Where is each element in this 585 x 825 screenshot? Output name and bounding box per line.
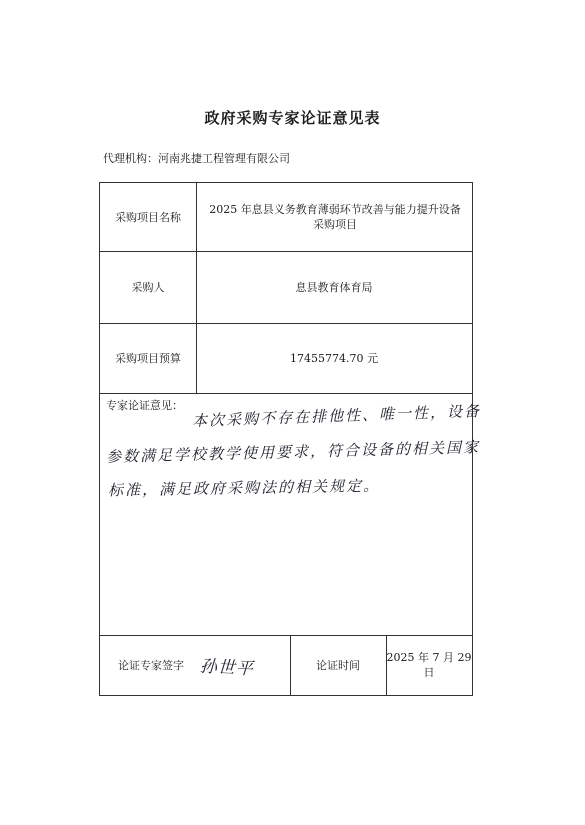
opinion-handwriting-line: 本次采购不存在排他性、唯一性，设备 xyxy=(191,401,482,431)
purchaser-label: 采购人 xyxy=(131,280,165,294)
opinion-form-table xyxy=(99,182,482,696)
agency-line xyxy=(103,150,290,166)
agency-name: 河南兆捷工程管理有限公司 xyxy=(158,152,290,165)
date-label: 论证时间 xyxy=(316,658,360,672)
budget-value: 17455774.70 元 xyxy=(290,351,378,365)
opinion-label: 专家论证意见： xyxy=(106,399,183,412)
budget-label: 采购项目预算 xyxy=(115,351,181,365)
expert-signature: 孙世平 xyxy=(199,656,255,680)
project-name-label: 采购项目名称 xyxy=(115,210,181,224)
purchaser-value: 息县教育体育局 xyxy=(295,280,373,294)
row-divider xyxy=(100,393,472,394)
signature-label: 论证专家签字 xyxy=(118,658,184,672)
opinion-handwriting-line: 标准，满足政府采购法的相关规定。 xyxy=(107,476,381,500)
opinion-handwriting-line: 参数满足学校教学使用要求，符合设备的相关国家 xyxy=(105,438,481,466)
date-value: 2025 年 7 月 29 日 xyxy=(386,651,472,679)
document-title: 政府采购专家论证意见表 xyxy=(204,109,381,127)
project-name-value: 2025 年息县义务教育薄弱环节改善与能力提升设备采购项目 xyxy=(209,203,461,231)
agency-label: 代理机构： xyxy=(103,152,158,165)
